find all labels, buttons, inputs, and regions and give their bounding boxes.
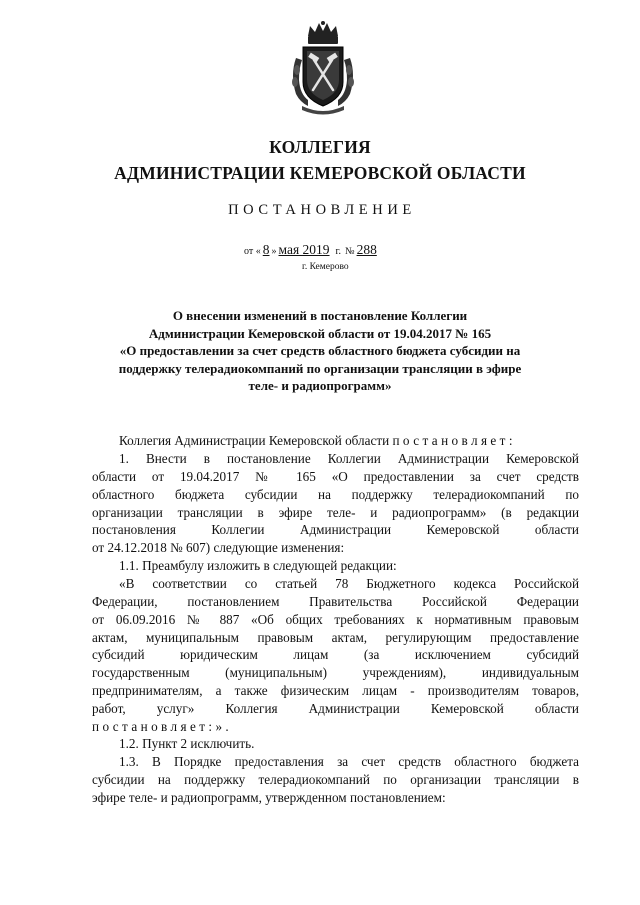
paragraph-line: 1.2. Пункт 2 исключить. xyxy=(119,736,255,751)
intro-paragraph xyxy=(119,432,579,450)
quote-line: от 06.09.2016 № 887 «Об общих требованиях к нормативным правовым xyxy=(92,611,579,627)
date-month-year: мая 2019 xyxy=(278,242,330,257)
document-number: 288 xyxy=(356,242,377,257)
paragraph-line: 1.1. Преамбулу изложить в следующей редакции: xyxy=(119,558,397,573)
quote-line: Федерации, постановлением Правительства Российской Федерации xyxy=(92,594,579,609)
organization-name-line2: АДМИНИСТРАЦИИ КЕМЕРОВСКОЙ ОБЛАСТИ xyxy=(114,163,526,183)
paragraph-1-rest xyxy=(92,468,579,557)
coat-of-arms-emblem xyxy=(288,20,358,118)
paragraph-line: области от 19.04.2017 № 165 «О предоставлении за счет средств xyxy=(92,469,579,484)
paragraph-line: областного бюджета субсидии на поддержку телерадиокомпаний по xyxy=(92,486,579,502)
paragraph-line: от 24.12.2018 № 607) следующие изменения: xyxy=(92,540,345,556)
paragraph-line: субсидии на поддержку телерадиокомпаний по организации трансляции в xyxy=(92,772,579,787)
title-line: «О предоставлении за счет средств областного бюджета субсидии на xyxy=(119,343,521,359)
paragraph-1-3-rest xyxy=(92,771,579,807)
document-body xyxy=(119,432,579,450)
intro-text: Коллегия Администрации Кемеровской области xyxy=(119,433,390,448)
paragraph-line: эфире теле- и радиопрограмм, утвержденном постановлением: xyxy=(92,789,446,805)
quote-line: предпринимателям, а также физическим лицам - производителям товаров, xyxy=(92,682,579,698)
paragraph-line: 1. Внести в постановление Коллегии Администрации Кемеровской xyxy=(119,451,579,466)
paragraph-line: организации трансляции в эфире теле- и радиопрограмм» (в редакции xyxy=(92,504,579,520)
quote-paragraph xyxy=(92,593,579,735)
quote-line: работ, услуг» Коллегия Администрации Кемеровской области xyxy=(92,700,579,716)
date-day-close: » xyxy=(271,246,277,257)
document-type: ПОСТАНОВЛЕНИЕ xyxy=(228,202,416,218)
quote-end-line: постановляет:». xyxy=(92,718,233,734)
title-line: Администрации Кемеровской области от 19.04.2017 № 165 xyxy=(148,325,492,341)
number-label: № xyxy=(345,246,355,257)
quote-line: субсидий юридическим лицам (за исключением субсидий xyxy=(92,647,579,663)
paragraph-line: постановления Коллегии Администрации Кемеровской области xyxy=(92,522,579,538)
intro-decree-word: постановляет: xyxy=(392,433,516,448)
date-year-suffix: г. xyxy=(335,246,342,257)
title-line: теле- и радиопрограмм» xyxy=(248,378,392,394)
organization-name-line1: КОЛЛЕГИЯ xyxy=(269,137,371,157)
quote-line: государственным (муниципальным) учреждениям), индивидуальным xyxy=(92,665,579,681)
title-line: поддержку телерадиокомпаний по организации трансляции в эфире xyxy=(118,360,522,376)
quote-line: актам, муниципальным правовым актам, регулирующим предоставление xyxy=(92,629,579,645)
document-date-number xyxy=(244,242,379,258)
date-day: 8 xyxy=(262,242,270,257)
document-city: г. Кемерово xyxy=(302,262,349,272)
date-prefix: от « xyxy=(244,246,261,257)
document-title xyxy=(70,307,570,395)
paragraph-1-first xyxy=(119,450,579,468)
title-line: О внесении изменений в постановление Коллегии xyxy=(172,308,468,323)
paragraph-line: 1.3. В Порядке предоставления за счет средств областного бюджета xyxy=(119,753,579,769)
quote-line: «В соответствии со статьей 78 Бюджетного кодекса Российской xyxy=(119,575,579,591)
paragraph-1-2 xyxy=(119,735,579,771)
paragraph-1-1 xyxy=(119,557,579,593)
